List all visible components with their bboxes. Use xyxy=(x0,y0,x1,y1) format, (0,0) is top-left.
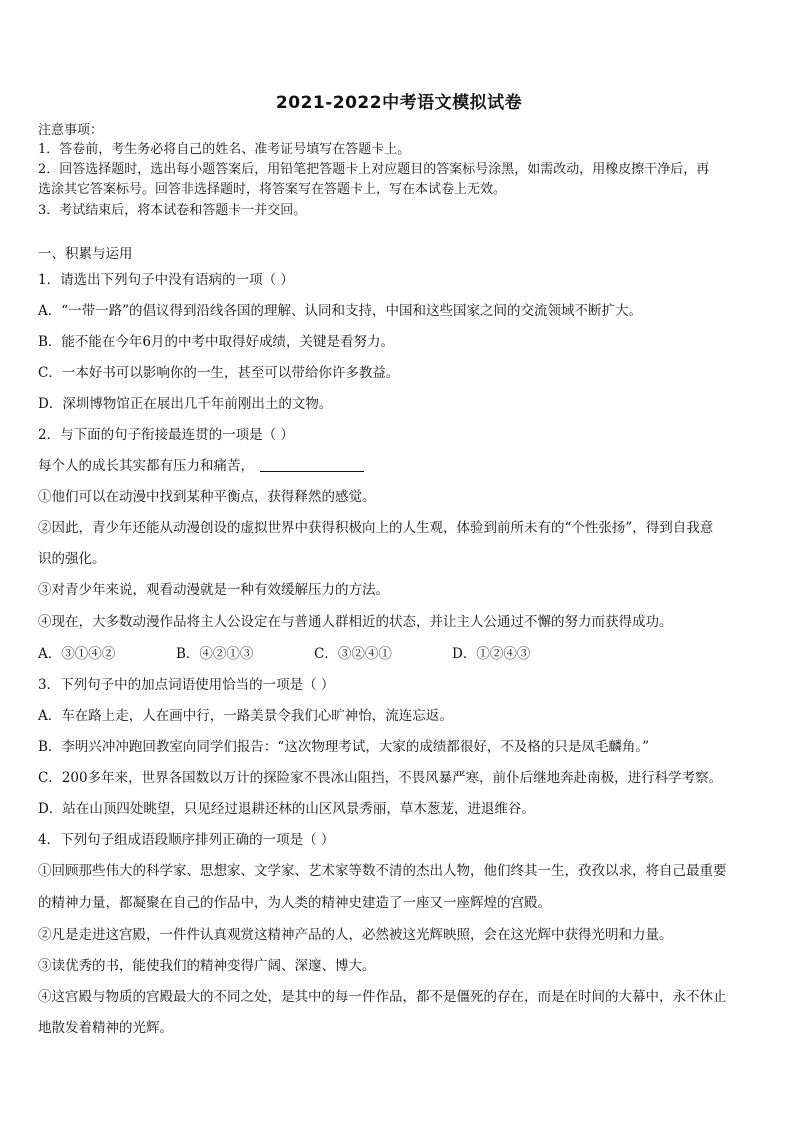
q2-sentence-2: ②因此，青少年还能从动漫创设的虚拟世界中获得积极向上的人生观，体验到前所未有的“个性张扬”，得到自我意 xyxy=(38,520,714,536)
notice-item-1: 1．答卷前，考生务必将自己的姓名、准考证号填写在答题卡上。 xyxy=(38,142,411,157)
q1-stem: 1．请选出下列句子中没有语病的一项（ ） xyxy=(38,272,294,288)
notice-item-2: 2．回答选择题时，选出每小题答案后，用铅笔把答题卡上对应题目的答案标号涂黑，如需改动，用橡皮擦干净后，再 xyxy=(38,162,710,177)
q4-sentence-1-cont: 的精神力量，都凝聚在自己的作品中，为人类的精神史建造了一座又一座辉煌的宫殿。 xyxy=(38,895,551,911)
q2-option-b: B．④②①③ xyxy=(176,646,254,662)
exam-title: 2021-2022中考语文模拟试卷 xyxy=(275,93,523,113)
notice-item-2-cont: 选涂其它答案标号。回答非选择题时，将答案写在答题卡上，写在本试卷上无效。 xyxy=(38,182,507,197)
q2-option-d: D．①②④③ xyxy=(452,646,531,662)
section-heading: 一、积累与运用 xyxy=(38,246,133,262)
notice-heading: 注意事项： xyxy=(38,123,104,138)
q3-option-a: A．车在路上走，人在画中行，一路美景令我们心旷神怡，流连忘返。 xyxy=(38,708,453,724)
q3-option-c: C．200多年来，世界各国数以万计的探险家不畏冰山阻挡，不畏风暴严寒，前仆后继地奔赴南极，进行科学考察。 xyxy=(38,770,723,786)
q2-stem: 2．与下面的句子衔接最连贯的一项是（ ） xyxy=(38,427,294,443)
q2-sentence-3: ③对青少年来说，观看动漫就是一种有效缓解压力的方法。 xyxy=(38,582,389,598)
q4-stem: 4．下列句子组成语段顺序排列正确的一项是（ ） xyxy=(38,832,335,848)
q2-lead-text: 每个人的成长其实都有压力和痛苦， xyxy=(38,458,254,474)
q4-sentence-3: ③读优秀的书，能使我们的精神变得广阔、深邃、博大。 xyxy=(38,958,376,974)
q2-sentence-4: ④现在，大多数动漫作品将主人公设定在与普通人群相近的状态，并让主人公通过不懈的努力而获得成功。 xyxy=(38,614,673,630)
q4-sentence-4-cont: 地散发着精神的光辉。 xyxy=(38,1020,173,1036)
q1-option-c: C．一本好书可以影响你的一生，甚至可以带给你许多教益。 xyxy=(38,365,400,381)
q1-option-d: D．深圳博物馆正在展出几千年前刚出土的文物。 xyxy=(38,396,333,412)
q2-sentence-1: ①他们可以在动漫中找到某种平衡点，获得释然的感觉。 xyxy=(38,489,376,505)
q4-sentence-1: ①回顾那些伟大的科学家、思想家、文学家、艺术家等数不清的杰出人物，他们终其一生，孜孜以求，将自己最重要 xyxy=(38,863,727,879)
q3-option-b: B．李明兴冲冲跑回教室向同学们报告：“这次物理考试，大家的成绩都很好，不及格的只是凤毛麟角。” xyxy=(38,739,649,755)
q4-sentence-4: ④这宫殿与物质的宫殿最大的不同之处，是其中的每一件作品，都不是僵死的存在，而是在时间的大幕中，永不休止 xyxy=(38,989,727,1005)
q2-lead xyxy=(38,456,364,476)
q2-sentence-2-cont: 识的强化。 xyxy=(38,551,106,567)
q2-option-c: C．③②④① xyxy=(314,646,392,662)
q1-option-a: A．“一带一路”的倡议得到沿线各国的理解、认同和支持，中国和这些国家之间的交流领域不断扩大。 xyxy=(38,303,643,319)
notice-item-3: 3．考试结束后，将本试卷和答题卡一并交回。 xyxy=(38,203,307,218)
q1-option-b: B．能不能在今年6月的中考中取得好成绩，关键是看努力。 xyxy=(38,334,395,350)
q3-stem: 3．下列句子中的加点词语使用恰当的一项是（ ） xyxy=(38,677,335,693)
q4-sentence-2: ②凡是走进这宫殿，一件件认真观赏这精神产品的人，必然被这光辉映照，会在这光辉中获得光明和力量。 xyxy=(38,927,673,943)
answer-blank xyxy=(260,457,364,472)
q2-option-a: A．③①④② xyxy=(38,646,116,662)
q3-option-d: D．站在山顶四处眺望，只见经过退耕还林的山区风景秀丽，草木葱茏，进退维谷。 xyxy=(38,801,535,817)
q2-options xyxy=(38,644,530,664)
